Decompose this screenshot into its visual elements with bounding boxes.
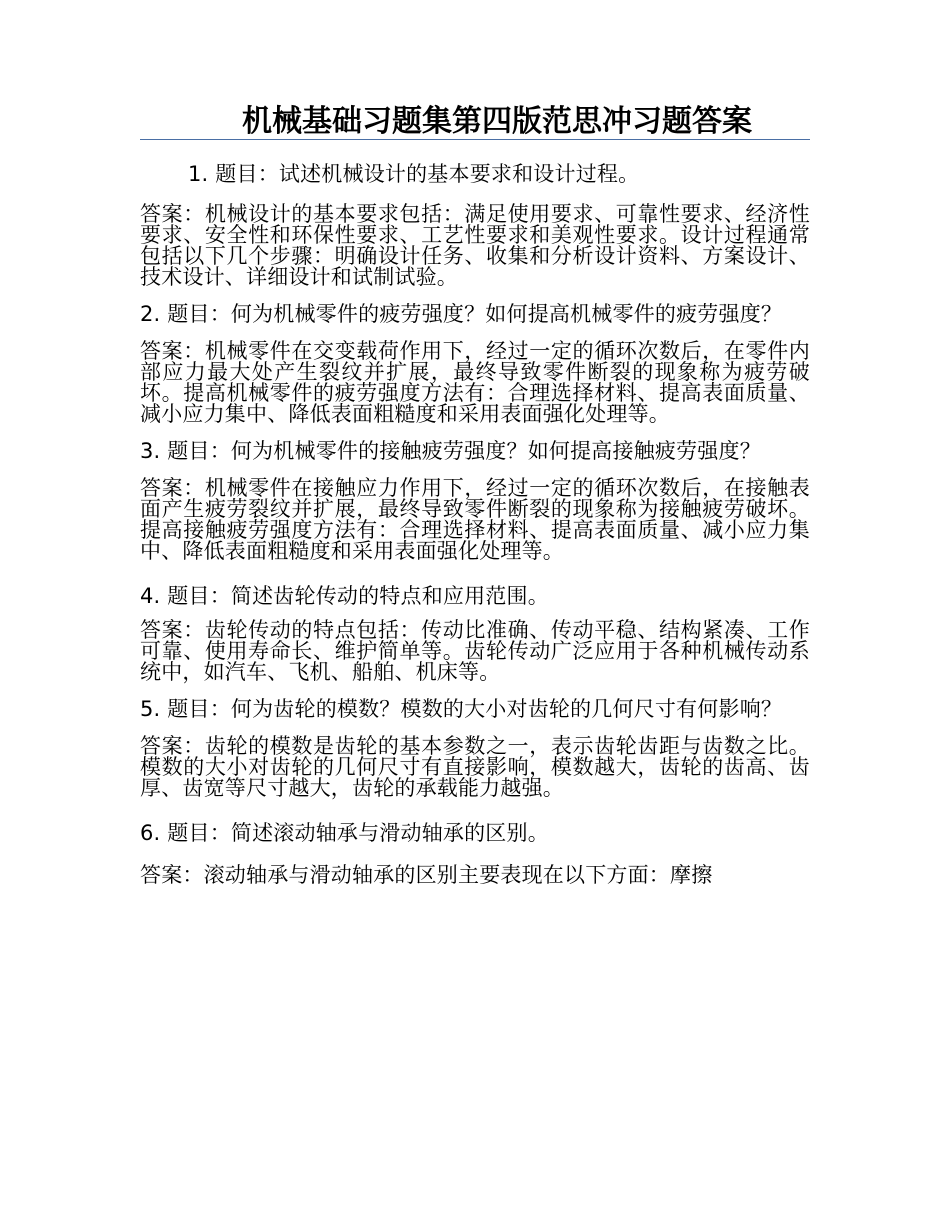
title-underline [140, 139, 810, 140]
question-1: 1. 题目：试述机械设计的基本要求和设计过程。 [188, 162, 640, 186]
answer-6: 答案：滚动轴承与滑动轴承的区别主要表现在以下方面：摩擦 [140, 863, 713, 887]
document-title: 机械基础习题集第四版范思冲习题答案 [242, 104, 752, 139]
answer-4: 答案：齿轮传动的特点包括：传动比准确、传动平稳、结构紧凑、工作可靠、使用寿命长、维护简单等。齿轮传动广泛应用于各种机械传动系统中，如汽车、飞机、船舶、机床等。 [140, 618, 810, 684]
question-2: 2. 题目：何为机械零件的疲劳强度？如何提高机械零件的疲劳强度？ [140, 302, 783, 326]
answer-3: 答案：机械零件在接触应力作用下，经过一定的循环次数后，在接触表面产生疲劳裂纹并扩展，最终导致零件断裂的现象称为接触疲劳破坏。提高接触疲劳强度方法有：合理选择材料、提高表面质量、减小应力集中、降低表面粗糙度和采用表面强化处理等。 [140, 476, 810, 563]
question-4: 4. 题目：简述齿轮传动的特点和应用范围。 [140, 584, 549, 608]
question-3: 3. 题目：何为机械零件的接触疲劳强度？如何提高接触疲劳强度？ [140, 439, 761, 463]
document-body [140, 156, 810, 893]
question-6: 6. 题目：简述滚动轴承与滑动轴承的区别。 [140, 821, 549, 845]
answer-2: 答案：机械零件在交变载荷作用下，经过一定的循环次数后，在零件内部应力最大处产生裂纹并扩展，最终导致零件断裂的现象称为疲劳破坏。提高机械零件的疲劳强度方法有：合理选择材料、提高表面质量、减小应力集中、降低表面粗糙度和采用表面强化处理等。 [140, 339, 810, 426]
answer-1: 答案：机械设计的基本要求包括：满足使用要求、可靠性要求、经济性要求、安全性和环保性要求、工艺性要求和美观性要求。设计过程通常包括以下几个步骤：明确设计任务、收集和分析设计资料、方案设计、技术设计、详细设计和试制试验。 [140, 202, 810, 289]
question-5: 5. 题目：何为齿轮的模数？模数的大小对齿轮的几何尺寸有何影响？ [140, 697, 783, 721]
answer-5: 答案：齿轮的模数是齿轮的基本参数之一，表示齿轮齿距与齿数之比。模数的大小对齿轮的几何尺寸有直接影响，模数越大，齿轮的齿高、齿厚、齿宽等尺寸越大，齿轮的承载能力越强。 [140, 734, 810, 800]
